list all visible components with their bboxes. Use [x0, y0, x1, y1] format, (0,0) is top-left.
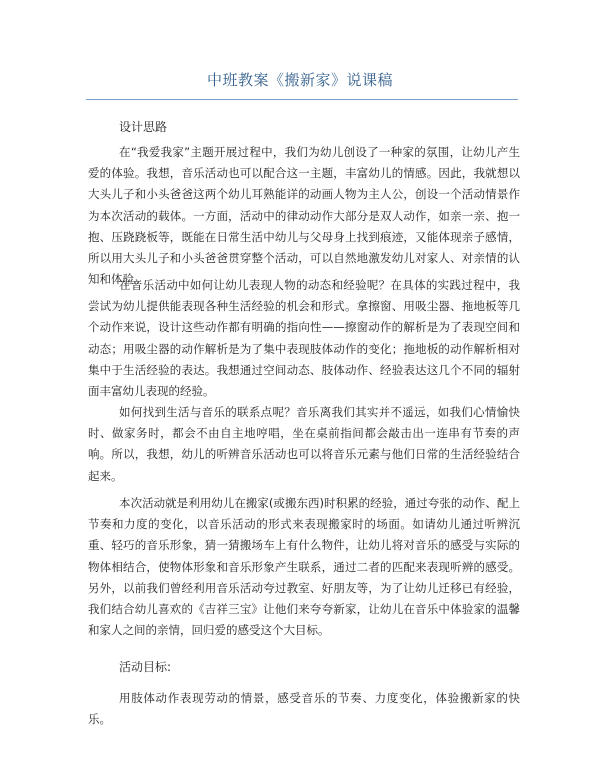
paragraph-4: 本次活动就是利用幼儿在搬家(或搬东西)时积累的经验，通过夸张的动作、配上节奏和力度的变化，以音乐活动的形式来表现搬家时的场面。如请幼儿通过听辨沉重、轻巧的音乐形象，猜一猜搬场车上有什么物件，让幼儿将对音乐的感受与实际的物体相结合，使物体形象和音乐形象产生联系，通过二者的匹配来表现听辨的感受。另外，以前我们曾经利用音乐活动夸过教室、好朋友等，为了让幼儿迁移已有经验，我们结合幼儿喜欢的《吉祥三宝》让他们来夸夸新家，让幼儿在音乐中体验家的温馨和家人之间的亲情，回归爱的感受这个大目标。	[88, 496, 520, 638]
section-heading-goals: 活动目标:	[119, 660, 172, 674]
document-title: 中班教案《搬新家》说课稿	[206, 71, 393, 89]
title-underline	[86, 99, 518, 100]
paragraph-1: 在“我爱我家”主题开展过程中，我们为幼儿创设了一种家的氛围，让幼儿产生爱的体验。我想，音乐活动也可以配合这一主题，丰富幼儿的情感。因此，我就想以大头儿子和小头爸爸这两个幼儿耳熟能详的动画人物为主人公，创设一个活动情景作为本次活动的载体。一方面，活动中的律动动作大部分是双人动作，如亲一亲、抱一抱、压跷跷板等，既能在日常生活中幼儿与父母身上找到痕迹，又能体现亲子感情，所以用大头儿子和小头爸爸贯穿整个活动，可以自然地激发幼儿对家人、对亲情的认知和体验。	[88, 145, 520, 287]
paragraph-2: 在音乐活动中如何让幼儿表现人物的动态和经验呢？在具体的实践过程中，我尝试为幼儿提供能表现各种生活经验的机会和形式。拿擦窗、用吸尘器、拖地板等几个动作来说，设计这些动作都有明确的指向性——擦窗动作的解析是为了表现空间和动态；用吸尘器的动作解析是为了集中表现肢体动作的变化；拖地板的动作解析相对集中于生活经验的表达。我想通过空间动态、肢体动作、经验表达这几个不同的辐射面丰富幼儿表现的经验。	[88, 278, 520, 399]
paragraph-3: 如何找到生活与音乐的联系点呢？音乐离我们其实并不遥远，如我们心情愉快时、做家务时，都会不由自主地哼唱，坐在桌前指间都会敲击出一连串有节奏的声响。所以，我想，幼儿的听辨音乐活动也可以将音乐元素与他们日常的生活经验结合起来。	[88, 405, 520, 483]
goal-item-1: 用肢体动作表现劳动的情景，感受音乐的节奏、力度变化，体验搬新家的快乐。	[88, 691, 520, 727]
section-heading-design: 设计思路	[119, 120, 168, 134]
